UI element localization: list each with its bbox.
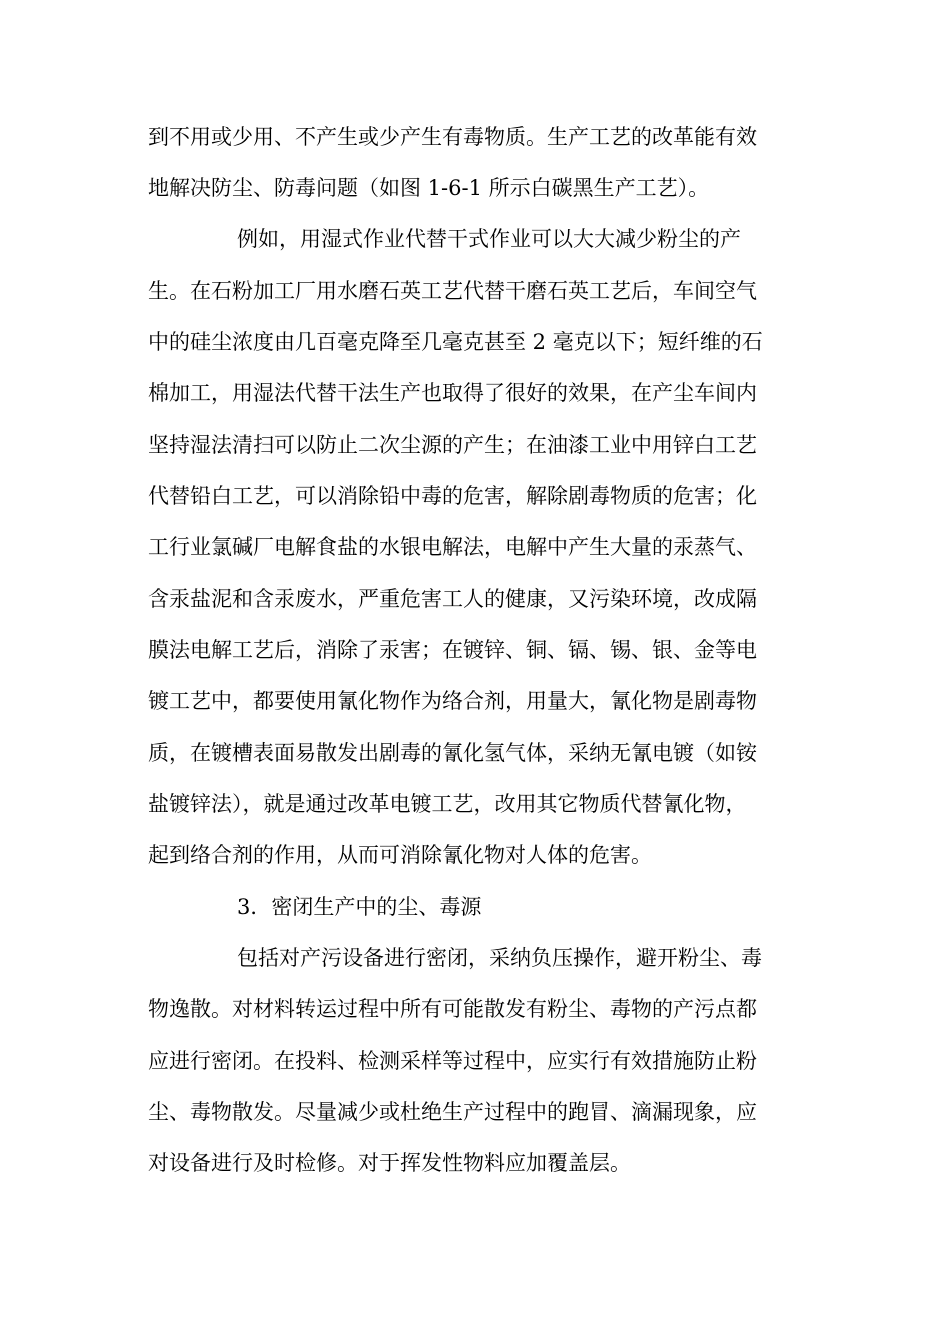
text-line-18: 物逸散。对材料转运过程中所有可能散发有粉尘、毒物的产污点都 (148, 997, 757, 1021)
text-line-12: 镀工艺中，都要使用氰化物作为络合剂，用量大，氰化物是剧毒物 (148, 689, 757, 713)
text-line-14: 盐镀锌法），就是通过改革电镀工艺，改用其它物质代替氰化物， (148, 792, 747, 816)
paragraph-start-line: 例如，用湿式作业代替干式作业可以大大减少粉尘的产 (237, 227, 741, 251)
text-line-5: 中的硅尘浓度由几百毫克降至几毫克甚至 2 毫克以下；短纤维的石 (148, 330, 763, 354)
text-line-8: 代替铅白工艺，可以消除铅中毒的危害，解除剧毒物质的危害；化 (148, 484, 757, 508)
text-line-7: 坚持湿法清扫可以防止二次尘源的产生；在油漆工业中用锌白工艺 (148, 433, 757, 457)
text-line-4: 生。在石粉加工厂用水磨石英工艺代替干磨石英工艺后，车间空气 (148, 279, 757, 303)
text-line-11: 膜法电解工艺后，消除了汞害；在镀锌、铜、镉、锡、银、金等电 (148, 638, 757, 662)
text-line-6: 棉加工，用湿法代替干法生产也取得了很好的效果，在产尘车间内 (148, 381, 757, 405)
text-line-2: 地解决防尘、防毒问题（如图 1-6-1 所示白碳黑生产工艺）。 (148, 176, 710, 200)
text-line-21: 对设备进行及时检修。对于挥发性物料应加覆盖层。 (148, 1151, 631, 1175)
paragraph-start-line: 包括对产污设备进行密闭，采纳负压操作，避开粉尘、毒 (237, 946, 762, 970)
section-heading: 3．密闭生产中的尘、毒源 (237, 895, 482, 919)
text-line-10: 含汞盐泥和含汞废水，严重危害工人的健康，又污染环境，改成隔 (148, 587, 757, 611)
text-line-15: 起到络合剂的作用，从而可消除氰化物对人体的危害。 (148, 843, 652, 867)
text-line-1: 到不用或少用、不产生或少产生有毒物质。生产工艺的改革能有效 (148, 125, 757, 149)
text-line-9: 工行业氯碱厂电解食盐的水银电解法，电解中产生大量的汞蒸气、 (148, 535, 757, 559)
text-line-20: 尘、毒物散发。尽量减少或杜绝生产过程中的跑冒、滴漏现象，应 (148, 1100, 757, 1124)
text-line-19: 应进行密闭。在投料、检测采样等过程中，应实行有效措施防止粉 (148, 1049, 757, 1073)
text-line-13: 质，在镀槽表面易散发出剧毒的氰化氢气体，采纳无氰电镀（如铵 (148, 741, 757, 765)
